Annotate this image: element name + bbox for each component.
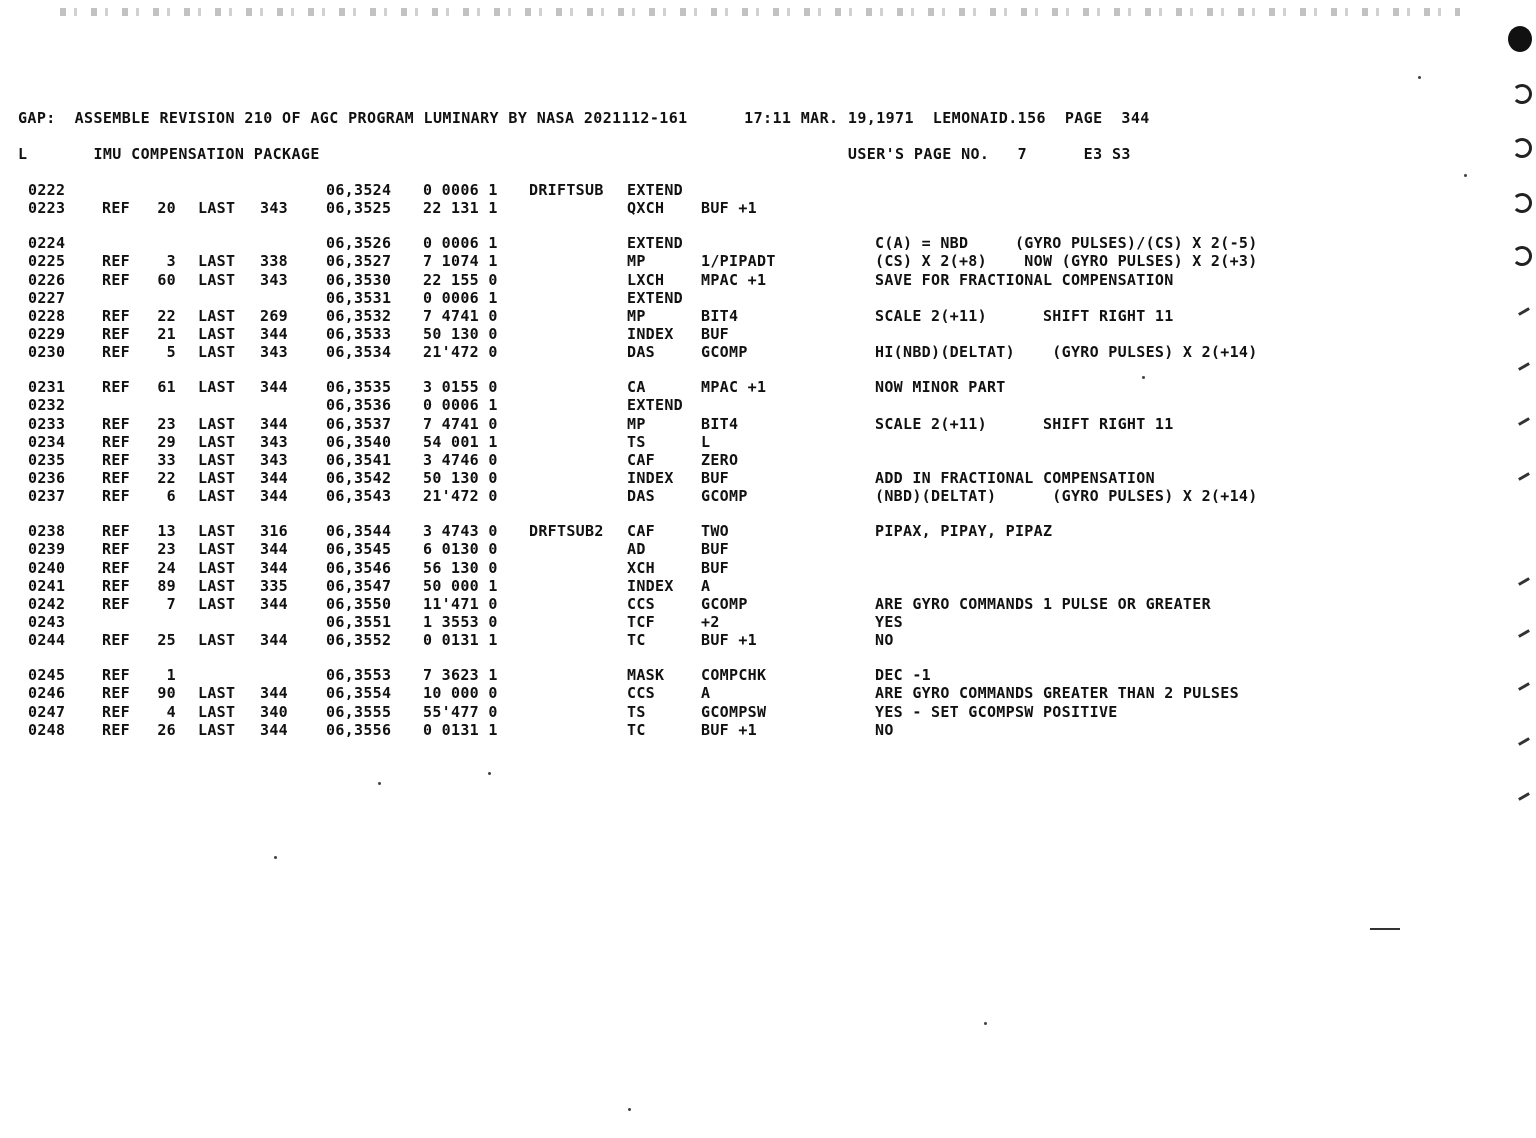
last-page: 343 (260, 343, 288, 362)
last-page: 344 (260, 720, 288, 739)
comment: (NBD)(DELTAT) (GYRO PULSES) X 2(+14) (875, 487, 1258, 506)
line-number: 0243 (28, 612, 66, 631)
operand: BUF +1 (701, 720, 757, 739)
octal-code: 0 0006 1 (423, 234, 498, 253)
scan-speck (1464, 174, 1467, 177)
opcode: DAS (627, 343, 655, 362)
margin-tick-icon (1518, 362, 1530, 371)
opcode: XCH (627, 558, 655, 577)
address: 06,3527 (326, 252, 392, 271)
operand: 1/PIPADT (701, 252, 776, 271)
address: 06,3547 (326, 576, 392, 595)
octal-code: 0 0131 1 (423, 720, 498, 739)
line-number: 0240 (28, 558, 66, 577)
last-label: LAST (198, 684, 236, 703)
octal-code: 50 130 0 (423, 324, 498, 343)
last-label: LAST (198, 468, 236, 487)
operand: BIT4 (701, 306, 739, 325)
octal-code: 7 4741 0 (423, 414, 498, 433)
opcode: MP (627, 252, 646, 271)
last-label: LAST (198, 540, 236, 559)
octal-code: 0 0006 1 (423, 288, 498, 307)
operand: L (701, 432, 711, 451)
ref-label: REF (102, 414, 130, 433)
line-number: 0228 (28, 306, 66, 325)
listing-header-title: GAP: ASSEMBLE REVISION 210 OF AGC PROGRAM LUMINARY BY NASA 2021112-161 17:11 MAR. 19,1971 LEMONAID.156 PAGE 344 (18, 109, 1150, 127)
address: 06,3552 (326, 631, 392, 650)
scan-speck (274, 856, 277, 859)
octal-code: 0 0131 1 (423, 631, 498, 650)
opcode: CAF (627, 522, 655, 541)
line-number: 0224 (28, 234, 66, 253)
operand: MPAC +1 (701, 270, 767, 289)
line-number: 0236 (28, 468, 66, 487)
address: 06,3524 (326, 181, 392, 199)
last-label: LAST (198, 378, 236, 397)
octal-code: 6 0130 0 (423, 540, 498, 559)
comment: NO (875, 631, 894, 650)
last-label: LAST (198, 199, 236, 218)
scan-speck (984, 1022, 987, 1025)
last-page: 344 (260, 324, 288, 343)
operand: BUF (701, 468, 729, 487)
line-number: 0245 (28, 666, 66, 685)
ref-label: REF (102, 468, 130, 487)
opcode: LXCH (627, 270, 665, 289)
opcode: TS (627, 702, 646, 721)
last-page: 344 (260, 378, 288, 397)
octal-code: 7 4741 0 (423, 306, 498, 325)
comment: DEC -1 (875, 666, 931, 685)
comment: ADD IN FRACTIONAL COMPENSATION (875, 468, 1155, 487)
operand: A (701, 576, 711, 595)
ref-count: 26 (157, 720, 176, 739)
last-page: 344 (260, 558, 288, 577)
octal-code: 0 0006 1 (423, 396, 498, 415)
last-label: LAST (198, 631, 236, 650)
octal-code: 55'477 0 (423, 702, 498, 721)
address: 06,3534 (326, 343, 392, 362)
opcode: MASK (627, 666, 665, 685)
address: 06,3550 (326, 594, 392, 613)
last-page: 316 (260, 522, 288, 541)
ref-label: REF (102, 576, 130, 595)
opcode: CAF (627, 450, 655, 469)
octal-code: 11'471 0 (423, 594, 498, 613)
opcode: CCS (627, 594, 655, 613)
ref-count: 3 (166, 252, 176, 271)
opcode: MP (627, 306, 646, 325)
line-number: 0227 (28, 288, 66, 307)
symbol-label: DRIFTSUB (529, 181, 604, 199)
line-number: 0248 (28, 720, 66, 739)
opcode: EXTEND (627, 288, 683, 307)
last-label: LAST (198, 306, 236, 325)
operand: BUF (701, 324, 729, 343)
ref-count: 25 (157, 631, 176, 650)
operand: GCOMPSW (701, 702, 767, 721)
octal-code: 21'472 0 (423, 487, 498, 506)
opcode: QXCH (627, 199, 665, 218)
ref-count: 23 (157, 540, 176, 559)
ref-count: 21 (157, 324, 176, 343)
last-label: LAST (198, 414, 236, 433)
address: 06,3535 (326, 378, 392, 397)
ref-count: 7 (166, 594, 176, 613)
sprocket-margin (1512, 20, 1536, 1030)
comment: NOW MINOR PART (875, 378, 1006, 397)
opcode: DAS (627, 487, 655, 506)
margin-tick-icon (1518, 737, 1530, 746)
opcode: TS (627, 432, 646, 451)
symbol-label: DRFTSUB2 (529, 522, 604, 541)
scan-speck (1418, 76, 1421, 79)
comment: YES - SET GCOMPSW POSITIVE (875, 702, 1118, 721)
opcode: AD (627, 540, 646, 559)
octal-code: 22 155 0 (423, 270, 498, 289)
opcode: TCF (627, 612, 655, 631)
opcode: EXTEND (627, 181, 683, 199)
address: 06,3531 (326, 288, 392, 307)
last-label: LAST (198, 594, 236, 613)
line-number: 0244 (28, 631, 66, 650)
octal-code: 7 3623 1 (423, 666, 498, 685)
margin-tick-icon (1518, 577, 1530, 586)
comment: ARE GYRO COMMANDS 1 PULSE OR GREATER (875, 594, 1211, 613)
octal-code: 54 001 1 (423, 432, 498, 451)
last-page: 269 (260, 306, 288, 325)
operand: A (701, 684, 711, 703)
ref-label: REF (102, 270, 130, 289)
margin-tick-icon (1518, 792, 1530, 801)
address: 06,3533 (326, 324, 392, 343)
octal-code: 10 000 0 (423, 684, 498, 703)
operand: GCOMP (701, 343, 748, 362)
last-label: LAST (198, 432, 236, 451)
octal-code: 3 4746 0 (423, 450, 498, 469)
octal-code: 22 131 1 (423, 199, 498, 218)
address: 06,3545 (326, 540, 392, 559)
margin-tick-icon (1518, 682, 1530, 691)
octal-code: 0 0006 1 (423, 181, 498, 199)
listing-header-subtitle: L IMU COMPENSATION PACKAGE USER'S PAGE NO. 7 E3 S3 (18, 145, 1131, 163)
line-number: 0230 (28, 343, 66, 362)
opcode: TC (627, 631, 646, 650)
last-page: 343 (260, 432, 288, 451)
margin-dash-icon (1370, 928, 1400, 930)
sprocket-hole-icon (1508, 26, 1532, 52)
address: 06,3544 (326, 522, 392, 541)
operand: BUF +1 (701, 631, 757, 650)
comment: NO (875, 720, 894, 739)
ref-label: REF (102, 450, 130, 469)
last-label: LAST (198, 450, 236, 469)
last-label: LAST (198, 702, 236, 721)
address: 06,3537 (326, 414, 392, 433)
ref-count: 5 (166, 343, 176, 362)
opcode: TC (627, 720, 646, 739)
scan-speck (488, 772, 491, 775)
last-page: 335 (260, 576, 288, 595)
last-label: LAST (198, 576, 236, 595)
address: 06,3526 (326, 234, 392, 253)
sprocket-hole-icon (1512, 84, 1532, 104)
octal-code: 56 130 0 (423, 558, 498, 577)
ref-label: REF (102, 252, 130, 271)
operand: TWO (701, 522, 729, 541)
scan-speck (1142, 376, 1145, 379)
line-number: 0226 (28, 270, 66, 289)
margin-tick-icon (1518, 417, 1530, 426)
operand: ZERO (701, 450, 739, 469)
margin-tick-icon (1518, 472, 1530, 481)
ref-label: REF (102, 522, 130, 541)
last-page: 344 (260, 487, 288, 506)
ref-count: 61 (157, 378, 176, 397)
ref-count: 22 (157, 306, 176, 325)
last-page: 344 (260, 414, 288, 433)
scan-speck (628, 1108, 631, 1111)
octal-code: 1 3553 0 (423, 612, 498, 631)
last-page: 338 (260, 252, 288, 271)
line-number: 0233 (28, 414, 66, 433)
last-label: LAST (198, 324, 236, 343)
operand: MPAC +1 (701, 378, 767, 397)
last-label: LAST (198, 270, 236, 289)
ref-label: REF (102, 432, 130, 451)
scan-noise-strip (60, 8, 1460, 16)
ref-label: REF (102, 558, 130, 577)
line-number: 0235 (28, 450, 66, 469)
operand: GCOMP (701, 594, 748, 613)
address: 06,3541 (326, 450, 392, 469)
last-page: 343 (260, 270, 288, 289)
address: 06,3551 (326, 612, 392, 631)
operand: BIT4 (701, 414, 739, 433)
ref-count: 33 (157, 450, 176, 469)
operand: BUF +1 (701, 199, 757, 218)
octal-code: 3 0155 0 (423, 378, 498, 397)
last-label: LAST (198, 720, 236, 739)
last-label: LAST (198, 343, 236, 362)
line-number: 0238 (28, 522, 66, 541)
operand: BUF (701, 540, 729, 559)
opcode: EXTEND (627, 234, 683, 253)
last-page: 344 (260, 594, 288, 613)
comment: YES (875, 612, 903, 631)
ref-count: 24 (157, 558, 176, 577)
octal-code: 7 1074 1 (423, 252, 498, 271)
line-number: 0229 (28, 324, 66, 343)
address: 06,3555 (326, 702, 392, 721)
last-label: LAST (198, 487, 236, 506)
sprocket-hole-icon (1512, 246, 1532, 266)
comment: C(A) = NBD (GYRO PULSES)/(CS) X 2(-5) (875, 234, 1258, 253)
sprocket-hole-icon (1512, 138, 1532, 158)
ref-label: REF (102, 702, 130, 721)
comment: SAVE FOR FRACTIONAL COMPENSATION (875, 270, 1174, 289)
opcode: INDEX (627, 576, 674, 595)
operand: GCOMP (701, 487, 748, 506)
ref-count: 60 (157, 270, 176, 289)
opcode: INDEX (627, 324, 674, 343)
comment: SCALE 2(+11) SHIFT RIGHT 11 (875, 414, 1174, 433)
address: 06,3542 (326, 468, 392, 487)
line-number: 0231 (28, 378, 66, 397)
ref-label: REF (102, 720, 130, 739)
scan-speck (378, 782, 381, 785)
line-number: 0232 (28, 396, 66, 415)
operand: BUF (701, 558, 729, 577)
address: 06,3540 (326, 432, 392, 451)
ref-label: REF (102, 594, 130, 613)
address: 06,3553 (326, 666, 392, 685)
ref-count: 6 (166, 487, 176, 506)
sprocket-hole-icon (1512, 193, 1532, 213)
address: 06,3536 (326, 396, 392, 415)
line-number: 0222 (28, 181, 66, 199)
line-number: 0246 (28, 684, 66, 703)
line-number: 0237 (28, 487, 66, 506)
address: 06,3556 (326, 720, 392, 739)
address: 06,3530 (326, 270, 392, 289)
last-page: 344 (260, 631, 288, 650)
ref-count: 23 (157, 414, 176, 433)
comment: HI(NBD)(DELTAT) (GYRO PULSES) X 2(+14) (875, 343, 1258, 362)
ref-count: 22 (157, 468, 176, 487)
ref-count: 89 (157, 576, 176, 595)
ref-label: REF (102, 684, 130, 703)
line-number: 0242 (28, 594, 66, 613)
ref-label: REF (102, 540, 130, 559)
opcode: CCS (627, 684, 655, 703)
operand: +2 (701, 612, 720, 631)
line-number: 0225 (28, 252, 66, 271)
ref-count: 90 (157, 684, 176, 703)
last-label: LAST (198, 252, 236, 271)
ref-label: REF (102, 343, 130, 362)
opcode: CA (627, 378, 646, 397)
operand: COMPCHK (701, 666, 767, 685)
ref-label: REF (102, 378, 130, 397)
octal-code: 21'472 0 (423, 343, 498, 362)
ref-label: REF (102, 666, 130, 685)
octal-code: 50 130 0 (423, 468, 498, 487)
ref-label: REF (102, 199, 130, 218)
margin-tick-icon (1518, 629, 1530, 638)
last-page: 343 (260, 450, 288, 469)
octal-code: 3 4743 0 (423, 522, 498, 541)
last-page: 343 (260, 199, 288, 218)
opcode: EXTEND (627, 396, 683, 415)
line-number: 0239 (28, 540, 66, 559)
last-page: 340 (260, 702, 288, 721)
octal-code: 50 000 1 (423, 576, 498, 595)
ref-label: REF (102, 324, 130, 343)
ref-count: 20 (157, 199, 176, 218)
address: 06,3546 (326, 558, 392, 577)
address: 06,3525 (326, 199, 392, 218)
ref-count: 4 (166, 702, 176, 721)
ref-label: REF (102, 631, 130, 650)
line-number: 0241 (28, 576, 66, 595)
line-number: 0234 (28, 432, 66, 451)
address: 06,3554 (326, 684, 392, 703)
ref-count: 29 (157, 432, 176, 451)
comment: ARE GYRO COMMANDS GREATER THAN 2 PULSES (875, 684, 1239, 703)
opcode: MP (627, 414, 646, 433)
address: 06,3532 (326, 306, 392, 325)
ref-label: REF (102, 306, 130, 325)
ref-label: REF (102, 487, 130, 506)
ref-count: 13 (157, 522, 176, 541)
opcode: INDEX (627, 468, 674, 487)
ref-count: 1 (166, 666, 176, 685)
last-page: 344 (260, 540, 288, 559)
comment: (CS) X 2(+8) NOW (GYRO PULSES) X 2(+3) (875, 252, 1258, 271)
last-label: LAST (198, 522, 236, 541)
address: 06,3543 (326, 487, 392, 506)
line-number: 0223 (28, 199, 66, 218)
comment: PIPAX, PIPAY, PIPAZ (875, 522, 1053, 541)
margin-tick-icon (1518, 307, 1530, 316)
line-number: 0247 (28, 702, 66, 721)
last-label: LAST (198, 558, 236, 577)
last-page: 344 (260, 684, 288, 703)
last-page: 344 (260, 468, 288, 487)
comment: SCALE 2(+11) SHIFT RIGHT 11 (875, 306, 1174, 325)
